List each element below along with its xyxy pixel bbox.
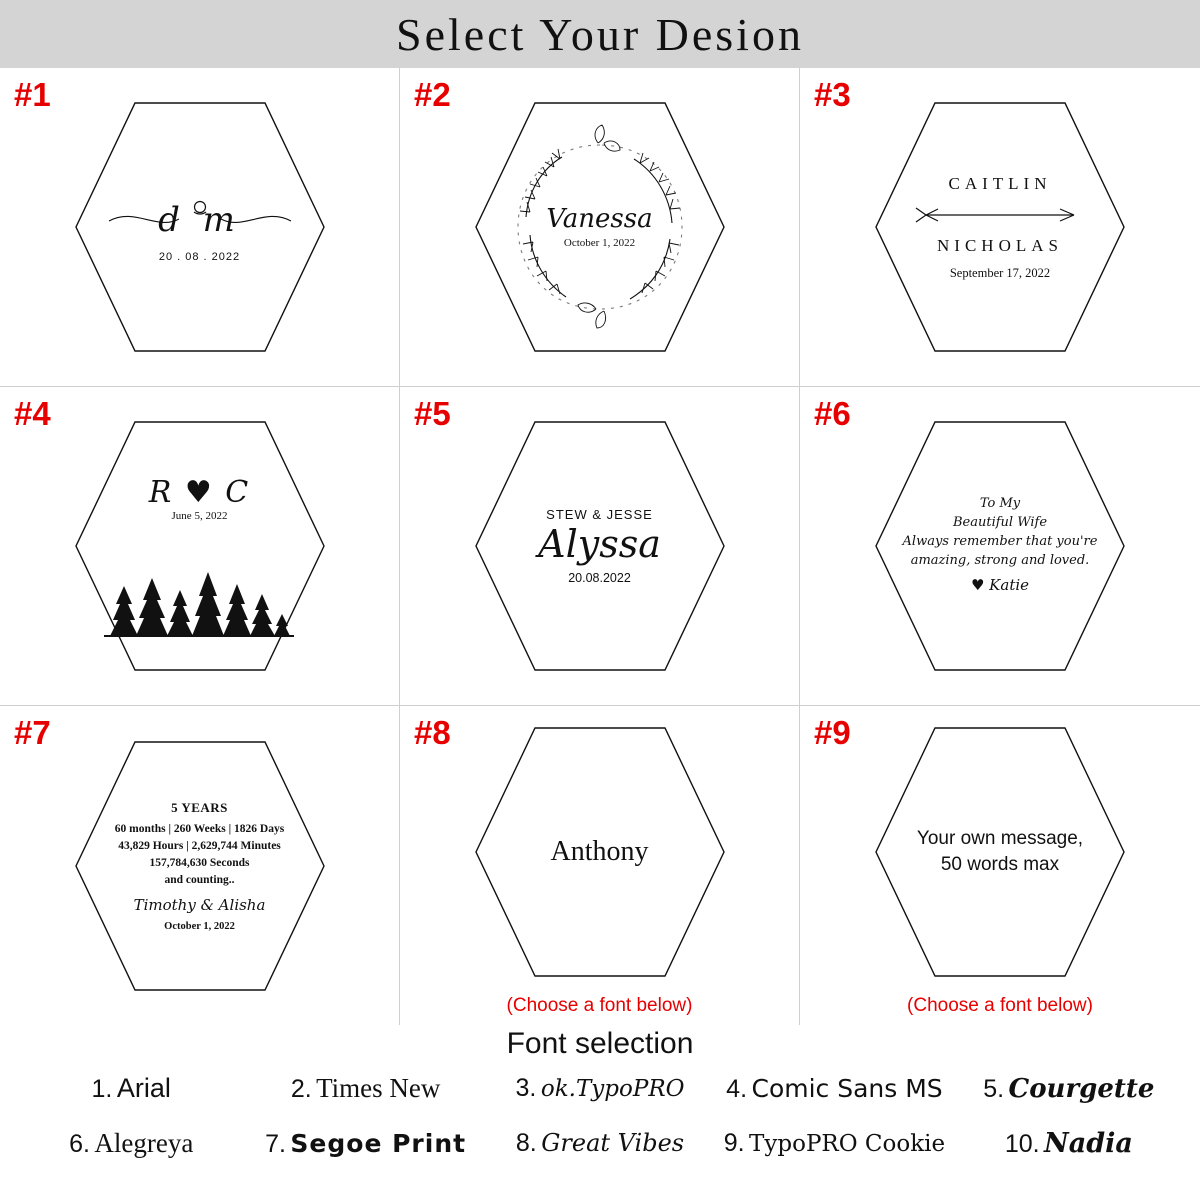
design-4-initials: R ♥ C [148,475,251,510]
font-label-arial: Arial [116,1073,171,1103]
design-6-line3: Always remember that you're [902,534,1098,550]
font-label-typopro-cookie: TypoPRO Cookie [749,1131,946,1157]
font-option-7[interactable] [248,1129,482,1159]
design-1-content [70,97,330,357]
page-header [0,0,1200,68]
design-2-date: October 1, 2022 [563,236,636,249]
design-grid [0,68,1200,1025]
design-number-6: #6 [814,395,851,432]
design-2-content [470,97,730,357]
design-7-line2: 43,829 Hours | 2,629,744 Minutes [118,839,281,852]
font-number-7: 7. [265,1129,286,1158]
hexagon-2 [470,97,730,357]
font-option-5[interactable] [952,1074,1186,1104]
design-number-4: #4 [14,395,51,432]
font-option-9[interactable] [717,1129,951,1158]
design-number-2: #2 [414,76,451,113]
hexagon-7 [70,736,330,996]
hexagon-8 [470,722,730,982]
design-3-content [870,97,1130,357]
design-9-line2: 50 words max [940,853,1060,875]
design-7-line1: 60 months | 260 Weeks | 1826 Days [114,822,285,835]
design-option-6[interactable] [800,387,1200,706]
font-number-4: 4. [726,1074,748,1103]
design-option-9[interactable] [800,706,1200,1025]
font-number-8: 8. [515,1129,537,1157]
font-option-1[interactable] [14,1073,248,1104]
design-number-3: #3 [814,76,851,113]
design-3-date: September 17, 2022 [949,265,1051,280]
font-selection-title: Font selection [506,1027,694,1060]
design-6-line1: To My [979,496,1021,512]
font-label-courgette: Courgette [1008,1073,1155,1104]
design-7-names: Timothy & Alisha [133,895,266,914]
design-2-name: Vanessa [546,203,653,234]
font-label-nadia: Nadia [1044,1128,1133,1159]
font-number-3: 3. [515,1074,537,1102]
hexagon-5 [470,416,730,676]
design-5-couple: STEW & JESSE [546,506,653,522]
design-option-3[interactable] [800,68,1200,387]
hexagon-3 [870,97,1130,357]
hexagon-4 [70,416,330,676]
design-9-line1: Your own message, [916,827,1084,849]
design-6-line4: amazing, strong and loved. [910,552,1090,568]
font-number-10: 10. [1004,1130,1040,1158]
font-number-6: 6. [69,1130,90,1158]
font-label-great-vibes: Great Vibes [541,1129,685,1157]
hexagon-6 [870,416,1130,676]
design-option-2[interactable] [400,68,800,387]
design-7-content [70,736,330,996]
design-option-7[interactable] [0,706,400,1025]
design-5-date: 20.08.2022 [568,571,631,586]
font-label-segoe-print: Segoe Print [290,1128,467,1158]
design-option-1[interactable] [0,68,400,387]
font-row-2 [0,1116,1200,1171]
font-option-6[interactable] [14,1128,248,1159]
page-title: Select Your Desion [396,8,804,60]
design-7-title: 5 YEARS [171,799,228,815]
font-option-2[interactable] [248,1073,482,1104]
font-label-typopro: ok.TypoPRO [540,1076,685,1102]
design-7-line3: 157,784,630 Seconds [149,857,250,869]
font-selection-section [0,1025,1200,1200]
design-7-date: October 1, 2022 [164,920,235,932]
design-4-date: June 5, 2022 [171,510,228,522]
design-number-1: #1 [14,76,51,113]
design-1-monogram: d m [158,200,241,240]
font-option-4[interactable] [717,1074,951,1104]
design-6-content [870,416,1130,676]
design-option-4[interactable] [0,387,400,706]
design-3-first-name: CAITLIN [948,173,1052,193]
font-label-alegreya: Alegreya [94,1128,194,1158]
font-number-2: 2. [290,1075,312,1103]
font-option-8[interactable] [483,1129,717,1158]
design-number-7: #7 [14,714,51,751]
design-8-name: Anthony [550,835,649,867]
font-option-10[interactable] [952,1128,1186,1159]
design-option-5[interactable] [400,387,800,706]
design-number-9: #9 [814,714,851,751]
hexagon-9 [870,722,1130,982]
design-8-note: (Choose a font below) [506,995,693,1016]
font-number-5: 5. [983,1074,1005,1103]
design-1-date: 20 . 08 . 2022 [158,251,241,263]
design-3-second-name: NICHOLAS [937,235,1063,255]
hexagon-1 [70,97,330,357]
design-7-line4: and counting.. [164,874,235,887]
font-number-9: 9. [723,1129,745,1157]
font-number-1: 1. [91,1075,113,1103]
design-number-5: #5 [414,395,451,432]
design-9-content [870,722,1130,982]
design-6-signature: ♥ Katie [970,575,1030,594]
font-row-1 [0,1061,1200,1116]
monogram-block [105,191,295,239]
design-5-name: Alyssa [538,521,661,566]
font-label-comic-sans: Comic Sans MS [751,1073,943,1103]
pine-forest-icon [100,558,300,638]
design-number-8: #8 [414,714,451,751]
font-option-3[interactable] [483,1074,717,1103]
design-8-content [470,722,730,982]
design-5-content [470,416,730,676]
font-label-times-new: Times New [316,1073,441,1103]
design-6-line2: Beautiful Wife [952,515,1048,531]
design-9-note: (Choose a font below) [907,995,1093,1016]
design-option-8[interactable] [400,706,800,1025]
arrow-icon [910,206,1090,224]
